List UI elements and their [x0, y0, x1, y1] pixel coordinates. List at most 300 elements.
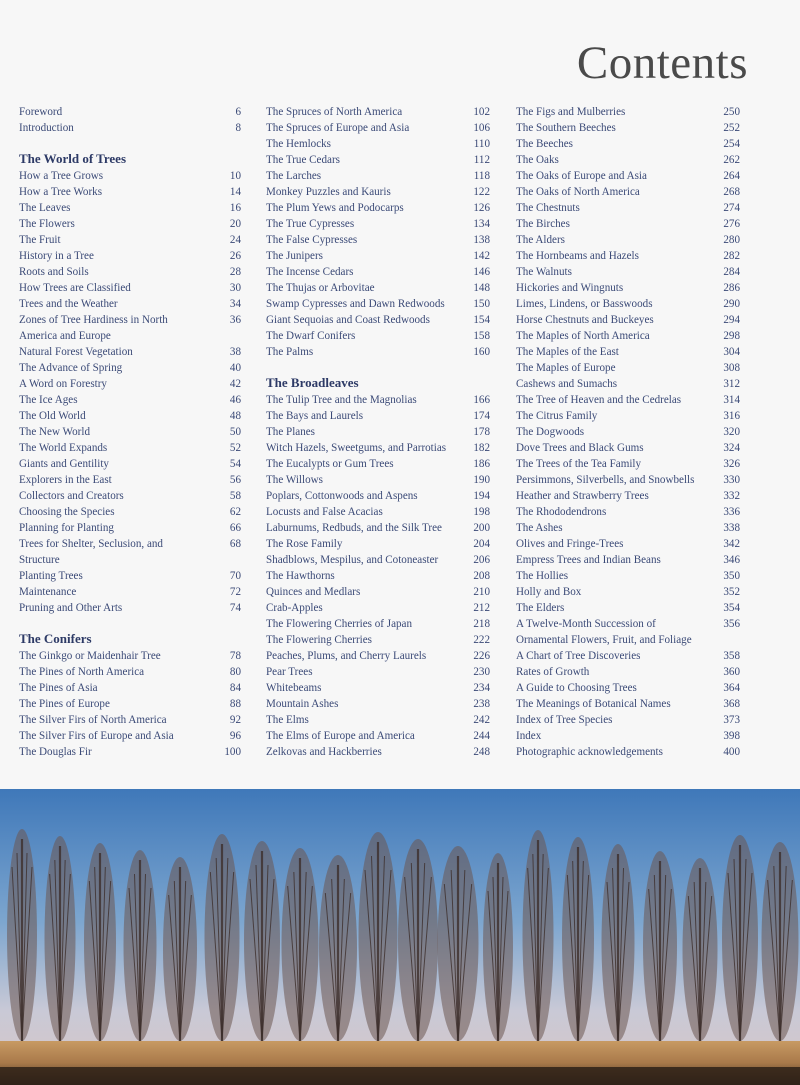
toc-entry-page: 42 — [229, 378, 241, 390]
toc-entry-title: The Willows — [266, 474, 323, 486]
toc-entry — [19, 408, 241, 424]
toc-entry — [19, 568, 241, 584]
toc-entry-page: 294 — [723, 314, 740, 326]
toc-entry — [19, 104, 241, 120]
toc-entry — [266, 632, 490, 648]
toc-entry-title: Planting Trees — [19, 570, 83, 582]
toc-entry-title: The Pines of North America — [19, 666, 145, 678]
toc-entry — [516, 648, 740, 664]
toc-entry — [19, 520, 241, 536]
toc-entry — [266, 248, 490, 264]
toc-entry — [266, 472, 490, 488]
section-heading: The Broadleaves — [266, 375, 359, 390]
toc-entry — [516, 728, 740, 744]
toc-entry-title: Persimmons, Silverbells, and Snowbells — [516, 474, 695, 486]
toc-entry — [516, 456, 740, 472]
toc-entry-title: The Silver Firs of Europe and Asia — [19, 730, 174, 742]
toc-entry-title: Peaches, Plums, and Cherry Laurels — [266, 650, 427, 662]
toc-entry-title: The Chestnuts — [516, 202, 580, 214]
toc-entry — [266, 696, 490, 712]
toc-entry-title: Horse Chestnuts and Buckeyes — [516, 314, 654, 326]
toc-entry-title: The Plum Yews and Podocarps — [266, 202, 404, 214]
toc-entry — [19, 648, 241, 664]
toc-entry-page: 238 — [473, 698, 490, 710]
toc-entry-page: 56 — [229, 474, 241, 486]
toc-entry — [516, 168, 740, 184]
toc-entry-title: The Ashes — [516, 522, 563, 534]
toc-entry — [266, 120, 490, 136]
field-shadow — [0, 1067, 800, 1085]
toc-entry-page: 274 — [723, 202, 740, 214]
toc-entry-page: 312 — [723, 378, 740, 390]
toc-entry-title: The Birches — [516, 218, 570, 230]
toc-entry-page: 354 — [723, 602, 740, 614]
toc-entry — [266, 728, 490, 744]
toc-entry-title: Swamp Cypresses and Dawn Redwoods — [266, 298, 445, 310]
toc-entry — [266, 104, 490, 120]
toc-entry-title: History in a Tree — [19, 250, 94, 262]
toc-entry-title: The Eucalypts or Gum Trees — [266, 458, 394, 470]
toc-entry — [516, 680, 740, 696]
toc-entry-page: 148 — [473, 282, 490, 294]
toc-entry-title: The Maples of North America — [516, 330, 650, 342]
toc-entry-title: The Hemlocks — [266, 138, 332, 150]
toc-entry-page: 46 — [229, 394, 241, 406]
toc-entry-title: Pruning and Other Arts — [19, 602, 123, 614]
toc-entry — [19, 376, 241, 392]
toc-entry — [19, 280, 241, 296]
toc-entry-page: 200 — [473, 522, 490, 534]
toc-entry — [266, 440, 490, 456]
toc-entry-page: 332 — [723, 490, 740, 502]
toc-entry — [19, 456, 241, 472]
toc-entry-page: 34 — [229, 298, 241, 310]
toc-entry-page: 252 — [723, 122, 740, 134]
toc-entry — [266, 536, 490, 552]
toc-entry-page: 244 — [473, 730, 490, 742]
toc-entry-title: Shadblows, Mespilus, and Cotoneaster — [266, 554, 439, 566]
toc-entry-title: Heather and Strawberry Trees — [516, 490, 649, 502]
toc-entry-page: 134 — [473, 218, 490, 230]
toc-entry — [19, 232, 241, 248]
toc-entry-page: 254 — [723, 138, 740, 150]
toc-entry-page: 338 — [723, 522, 740, 534]
toc-entry-title: The Trees of the Tea Family — [516, 458, 642, 470]
toc-entry — [266, 616, 490, 632]
toc-entry-page: 100 — [224, 746, 241, 758]
toc-entry — [19, 424, 241, 440]
toc-entry — [266, 600, 490, 616]
toc-entry — [516, 472, 740, 488]
toc-entry — [266, 552, 490, 568]
toc-entry-page: 250 — [723, 106, 740, 118]
toc-entry-page: 373 — [723, 714, 740, 726]
toc-entry-title: The Hollies — [516, 570, 569, 582]
toc-entry-title: How Trees are Classified — [19, 282, 131, 294]
toc-entry — [266, 168, 490, 184]
toc-entry — [266, 200, 490, 216]
toc-entry-page: 106 — [473, 122, 490, 134]
toc-entry-page: 360 — [723, 666, 740, 678]
toc-entry — [19, 664, 241, 680]
toc-entry — [19, 584, 241, 600]
contents-column-3 — [516, 104, 740, 760]
toc-entry — [19, 264, 241, 280]
toc-entry-page: 14 — [229, 186, 241, 198]
toc-entry — [266, 712, 490, 728]
toc-entry — [266, 392, 490, 408]
toc-entry-page: 52 — [229, 442, 241, 454]
toc-entry — [516, 120, 740, 136]
toc-entry-page: 190 — [473, 474, 490, 486]
toc-entry-title: The Thujas or Arbovitae — [266, 282, 375, 294]
toc-entry-page: 80 — [229, 666, 241, 678]
toc-entry-title: Olives and Fringe-Trees — [516, 538, 624, 550]
toc-entry-page: 70 — [229, 570, 241, 582]
toc-entry-title: Cashews and Sumachs — [516, 378, 618, 390]
toc-entry-page: 356 — [723, 618, 740, 630]
toc-entry — [19, 312, 241, 344]
toc-entry-page: 142 — [473, 250, 490, 262]
toc-entry-title: Maintenance — [19, 586, 77, 598]
toc-entry-page: 174 — [473, 410, 490, 422]
toc-entry-title: The Oaks — [516, 154, 559, 166]
toc-entry — [516, 504, 740, 520]
toc-entry-title: The Incense Cedars — [266, 266, 354, 278]
toc-entry — [516, 280, 740, 296]
toc-entry-page: 204 — [473, 538, 490, 550]
toc-entry — [266, 664, 490, 680]
toc-entry-page: 68 — [229, 538, 241, 550]
toc-entry-page: 268 — [723, 186, 740, 198]
toc-entry-title: The Advance of Spring — [19, 362, 123, 374]
toc-entry-title: Introduction — [19, 122, 74, 134]
toc-entry — [19, 744, 241, 760]
toc-entry-title: The Fruit — [19, 234, 61, 246]
toc-entry — [19, 600, 241, 616]
toc-entry — [19, 504, 241, 520]
toc-entry-title: The World Expands — [19, 442, 108, 454]
toc-entry-title: The False Cypresses — [266, 234, 358, 246]
toc-entry-page: 222 — [473, 634, 490, 646]
toc-entry-page: 24 — [229, 234, 241, 246]
toc-entry-title: How a Tree Grows — [19, 170, 104, 182]
toc-entry-title: Index of Tree Species — [516, 714, 613, 726]
toc-entry-page: 62 — [229, 506, 241, 518]
toc-entry — [19, 200, 241, 216]
toc-entry-title: Giant Sequoias and Coast Redwoods — [266, 314, 430, 326]
toc-entry — [516, 392, 740, 408]
toc-entry-title: Pear Trees — [266, 666, 313, 678]
toc-entry-page: 234 — [473, 682, 490, 694]
toc-entry-title: The Maples of the East — [516, 346, 619, 358]
toc-entry-title: The Hawthorns — [266, 570, 335, 582]
toc-entry-title: Crab-Apples — [266, 602, 323, 614]
toc-entry-page: 138 — [473, 234, 490, 246]
toc-entry-page: 364 — [723, 682, 740, 694]
toc-entry-page: 78 — [229, 650, 241, 662]
toc-entry-title: The Spruces of North America — [266, 106, 403, 118]
toc-entry-page: 166 — [473, 394, 490, 406]
toc-entry — [266, 296, 490, 312]
toc-entry-page: 182 — [473, 442, 490, 454]
toc-entry — [516, 184, 740, 200]
toc-entry-title: Giants and Gentility — [19, 458, 109, 470]
toc-entry-title: Rates of Growth — [516, 666, 590, 678]
toc-entry-page: 242 — [473, 714, 490, 726]
toc-entry-title: Locusts and False Acacias — [266, 506, 383, 518]
toc-entry — [266, 744, 490, 760]
toc-entry-page: 66 — [229, 522, 241, 534]
toc-entry-page: 330 — [723, 474, 740, 486]
toc-entry-title: Monkey Puzzles and Kauris — [266, 186, 391, 198]
toc-entry-title: Empress Trees and Indian Beans — [516, 554, 661, 566]
toc-entry-title: The Southern Beeches — [516, 122, 616, 134]
poplar-trees-photo — [0, 789, 800, 1085]
toc-entry — [266, 680, 490, 696]
toc-entry — [516, 488, 740, 504]
toc-entry-title: The Rose Family — [266, 538, 343, 550]
toc-entry — [19, 680, 241, 696]
toc-entry-title: The Pines of Asia — [19, 682, 98, 694]
toc-entry-page: 96 — [229, 730, 241, 742]
toc-entry-title: The Elms — [266, 714, 309, 726]
toc-entry — [19, 184, 241, 200]
toc-entry-page: 320 — [723, 426, 740, 438]
toc-entry-page: 230 — [473, 666, 490, 678]
toc-entry-title: The True Cedars — [266, 154, 340, 166]
toc-entry-page: 186 — [473, 458, 490, 470]
toc-entry — [516, 136, 740, 152]
toc-entry-page: 20 — [229, 218, 241, 230]
toc-entry-title: Zones of Tree Hardiness in North America and Europe — [19, 314, 168, 342]
toc-entry-page: 336 — [723, 506, 740, 518]
toc-entry-page: 226 — [473, 650, 490, 662]
toc-entry-page: 326 — [723, 458, 740, 470]
toc-entry-page: 40 — [229, 362, 241, 374]
toc-entry — [19, 696, 241, 712]
toc-entry-title: The Oaks of Europe and Asia — [516, 170, 647, 182]
toc-entry-page: 316 — [723, 410, 740, 422]
toc-entry — [516, 520, 740, 536]
toc-entry — [516, 152, 740, 168]
toc-entry-page: 158 — [473, 330, 490, 342]
toc-entry-title: The Beeches — [516, 138, 573, 150]
toc-entry — [266, 584, 490, 600]
toc-entry-page: 74 — [229, 602, 241, 614]
toc-entry — [19, 120, 241, 136]
toc-entry — [516, 584, 740, 600]
toc-entry — [516, 568, 740, 584]
toc-entry-title: The Rhododendrons — [516, 506, 607, 518]
toc-entry — [19, 712, 241, 728]
toc-entry-title: The Palms — [266, 346, 314, 358]
toc-entry-page: 84 — [229, 682, 241, 694]
toc-entry-title: The Flowering Cherries of Japan — [266, 618, 413, 630]
toc-entry-page: 398 — [723, 730, 740, 742]
toc-entry-title: Whitebeams — [266, 682, 322, 694]
toc-entry-title: The Spruces of Europe and Asia — [266, 122, 410, 134]
toc-entry-page: 112 — [473, 154, 490, 166]
toc-entry-title: The Dogwoods — [516, 426, 585, 438]
toc-entry — [516, 664, 740, 680]
toc-entry-page: 212 — [473, 602, 490, 614]
toc-entry-title: The Larches — [266, 170, 322, 182]
toc-entry-title: A Chart of Tree Discoveries — [516, 650, 641, 662]
toc-entry-title: Trees and the Weather — [19, 298, 118, 310]
toc-entry-title: The Ice Ages — [19, 394, 78, 406]
toc-entry-title: The Elders — [516, 602, 565, 614]
toc-entry-title: The Junipers — [266, 250, 323, 262]
toc-entry-title: The Figs and Mulberries — [516, 106, 626, 118]
toc-entry — [19, 216, 241, 232]
toc-entry-page: 198 — [473, 506, 490, 518]
toc-entry-title: The Leaves — [19, 202, 71, 214]
toc-entry-page: 102 — [473, 106, 490, 118]
toc-entry — [266, 408, 490, 424]
toc-entry-title: The Ginkgo or Maidenhair Tree — [19, 650, 161, 662]
toc-entry-page: 92 — [229, 714, 241, 726]
toc-entry — [19, 296, 241, 312]
toc-entry-page: 352 — [723, 586, 740, 598]
toc-entry — [516, 104, 740, 120]
toc-entry-page: 276 — [723, 218, 740, 230]
toc-entry — [516, 424, 740, 440]
toc-entry-title: Zelkovas and Hackberries — [266, 746, 382, 758]
toc-entry — [516, 600, 740, 616]
toc-entry-page: 58 — [229, 490, 241, 502]
toc-entry-title: The Hornbeams and Hazels — [516, 250, 639, 262]
toc-entry — [516, 216, 740, 232]
toc-entry-page: 218 — [473, 618, 490, 630]
toc-entry — [19, 248, 241, 264]
toc-entry — [516, 200, 740, 216]
toc-entry — [266, 328, 490, 344]
toc-entry-title: Holly and Box — [516, 586, 582, 598]
toc-entry-page: 248 — [473, 746, 490, 758]
toc-entry-page: 72 — [229, 586, 241, 598]
toc-entry-page: 38 — [229, 346, 241, 358]
toc-entry-title: Foreword — [19, 106, 63, 118]
toc-entry — [266, 136, 490, 152]
toc-entry-page: 368 — [723, 698, 740, 710]
toc-entry — [266, 568, 490, 584]
toc-entry — [19, 440, 241, 456]
toc-entry — [19, 360, 241, 376]
toc-entry-title: How a Tree Works — [19, 186, 103, 198]
toc-entry-title: Roots and Soils — [19, 266, 89, 278]
toc-entry-title: The Dwarf Conifers — [266, 330, 356, 342]
toc-entry-page: 88 — [229, 698, 241, 710]
toc-entry-page: 126 — [473, 202, 490, 214]
toc-entry-page: 308 — [723, 362, 740, 374]
toc-entry-title: The Silver Firs of North America — [19, 714, 167, 726]
toc-entry — [516, 408, 740, 424]
toc-entry — [516, 296, 740, 312]
toc-entry — [516, 248, 740, 264]
toc-entry — [19, 488, 241, 504]
toc-entry-title: Mountain Ashes — [266, 698, 339, 710]
toc-entry-title: Witch Hazels, Sweetgums, and Parrotias — [266, 442, 447, 454]
toc-entry-title: The Maples of Europe — [516, 362, 616, 374]
toc-entry — [266, 456, 490, 472]
section-heading: The Conifers — [19, 631, 92, 646]
page-title: Contents — [576, 37, 748, 89]
toc-entry-title: The Bays and Laurels — [266, 410, 364, 422]
toc-entry-page: 8 — [235, 122, 241, 134]
toc-entry — [266, 280, 490, 296]
toc-entry-title: The Tulip Tree and the Magnolias — [266, 394, 417, 406]
toc-entry-title: The Planes — [266, 426, 315, 438]
toc-entry — [516, 744, 740, 760]
toc-entry-page: 16 — [229, 202, 241, 214]
toc-entry — [516, 360, 740, 376]
toc-entry — [266, 264, 490, 280]
toc-entry — [266, 152, 490, 168]
toc-entry — [19, 536, 241, 568]
toc-entry — [266, 504, 490, 520]
toc-entry-title: Collectors and Creators — [19, 490, 124, 502]
toc-entry-page: 304 — [723, 346, 740, 358]
toc-entry-title: Limes, Lindens, or Basswoods — [516, 298, 653, 310]
toc-entry-title: The Flowers — [19, 218, 75, 230]
toc-entry-page: 36 — [229, 314, 241, 326]
toc-entry-title: Trees for Shelter, Seclusion, and Structure — [19, 538, 163, 566]
toc-entry-title: Quinces and Medlars — [266, 586, 361, 598]
toc-entry-title: A Guide to Choosing Trees — [516, 682, 637, 694]
toc-entry — [266, 344, 490, 360]
toc-entry-page: 358 — [723, 650, 740, 662]
toc-entry — [266, 312, 490, 328]
toc-entry-page: 286 — [723, 282, 740, 294]
toc-entry — [516, 264, 740, 280]
toc-entry — [516, 376, 740, 392]
toc-entry — [516, 696, 740, 712]
toc-entry-title: A Word on Forestry — [19, 378, 107, 390]
toc-entry-title: A Twelve-Month Succession of Ornamental Flowers, Fruit, and Foliage — [516, 618, 692, 646]
toc-entry-title: Index — [516, 730, 542, 742]
toc-entry-page: 50 — [229, 426, 241, 438]
contents-column-2 — [266, 104, 490, 760]
toc-entry — [516, 344, 740, 360]
toc-entry — [516, 552, 740, 568]
toc-entry — [516, 712, 740, 728]
toc-entry-page: 26 — [229, 250, 241, 262]
toc-entry-page: 30 — [229, 282, 241, 294]
toc-entry-page: 110 — [473, 138, 490, 150]
toc-entry — [266, 232, 490, 248]
toc-entry-title: Natural Forest Vegetation — [19, 346, 133, 358]
toc-entry — [516, 312, 740, 328]
toc-entry-page: 178 — [473, 426, 490, 438]
toc-entry-page: 346 — [723, 554, 740, 566]
toc-entry-page: 282 — [723, 250, 740, 262]
toc-entry-page: 210 — [473, 586, 490, 598]
toc-entry-page: 206 — [473, 554, 490, 566]
toc-entry-title: The Walnuts — [516, 266, 572, 278]
toc-entry-page: 48 — [229, 410, 241, 422]
toc-entry-page: 314 — [723, 394, 740, 406]
toc-entry — [19, 168, 241, 184]
toc-entry-title: The Douglas Fir — [19, 746, 92, 758]
toc-entry — [19, 392, 241, 408]
toc-entry — [516, 232, 740, 248]
toc-entry — [19, 728, 241, 744]
toc-entry-page: 208 — [473, 570, 490, 582]
toc-entry-page: 160 — [473, 346, 490, 358]
toc-entry-page: 118 — [473, 170, 490, 182]
toc-entry-page: 400 — [723, 746, 740, 758]
